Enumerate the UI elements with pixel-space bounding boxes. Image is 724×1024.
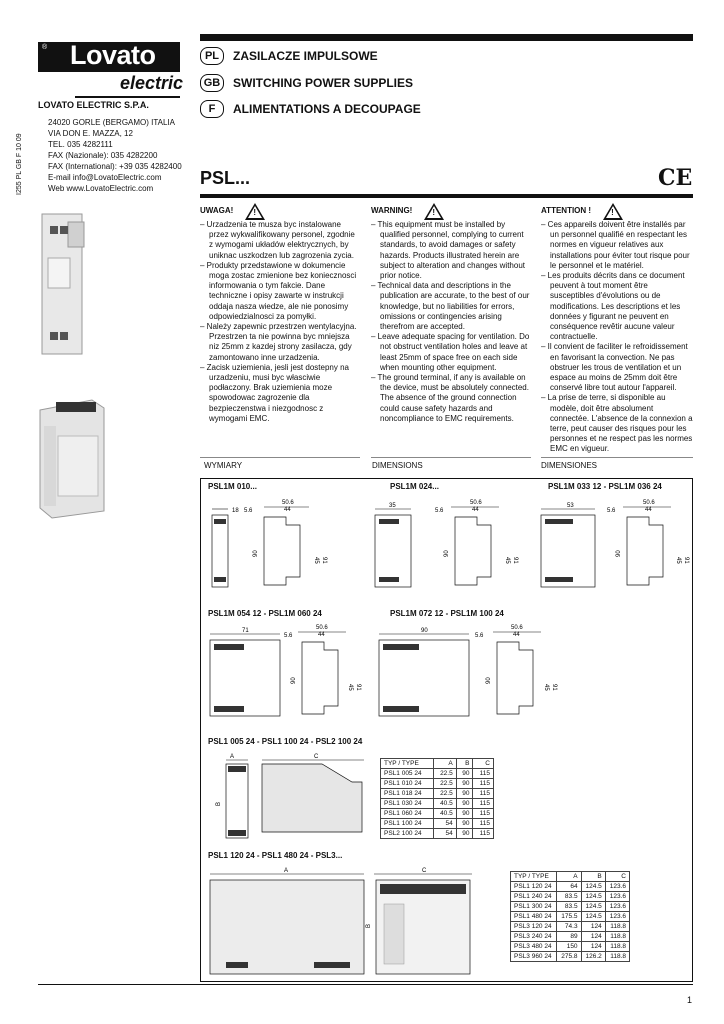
address-line: E-mail info@LovatoElectric.com [48, 173, 162, 182]
dim-text: 50.6 [316, 625, 328, 631]
table-header-row: TYP / TYPE A B C [511, 872, 630, 882]
warning-icon: ! [603, 203, 623, 220]
drawing-psl1-120 [204, 864, 504, 979]
address-line: FAX (Nazionale): 035 4282200 [48, 151, 158, 160]
dim-text: 5.6 [475, 633, 484, 639]
heading-title: ALIMENTATIONS A DECOUPAGE [233, 102, 421, 116]
dim-text: 90 [486, 677, 492, 684]
dim-text: 90 [291, 677, 297, 684]
drawing-psl1m-033 [537, 495, 693, 605]
dim-text: C [422, 868, 427, 874]
title-bar [200, 194, 693, 198]
drawing-psl1m-054 [204, 620, 364, 730]
table-row: PSL1 030 24 40.5 90 115 [381, 799, 494, 809]
drawing-psl1m-072 [371, 620, 561, 730]
dim-text: 90 [616, 550, 622, 557]
warning-item: – This equipment must be installed by qualified personnel, complying to current standards, to avoid damages or safety hazards. Products illustrated herein are subject to alteration and changes without prior notice. [371, 220, 525, 281]
dim-text: B [366, 923, 372, 928]
table-row: PSL1 005 24 22.5 90 115 [381, 769, 494, 779]
divider [371, 457, 531, 458]
dim-text: 5.6 [435, 508, 444, 514]
table-row: PSL1 480 24 175.5 124.5 123.6 [511, 912, 630, 922]
dim-text: 45 [347, 684, 353, 691]
top-bar [200, 34, 693, 41]
dim-text: 90 [253, 550, 259, 557]
table-row: PSL2 100 24 54 90 115 [381, 829, 494, 839]
table-row: PSL3 480 24 150 124 118.8 [511, 942, 630, 952]
warning-item: – The ground terminal, if any is available on the device, must be absolutely connected. The absence of the ground connection could cause safety hazards and noncompliance to EMC requirements. [371, 373, 529, 423]
warning-item: – Ces appareils doivent être installés par un personnel qualifié en respectant les normes en vigueur relatives aux installations pour éviter tout risque pour le personnel et le matériel. [541, 220, 690, 270]
table-row: PSL1 240 24 83.5 124.5 123.6 [511, 892, 630, 902]
warning-item: – Produkty przedstawione w dokumencie moga zostac zmienione bez koniecznosci informowania o tym fakcie. Dane techniczne i opisy zawarte w instrukcji oddaja nasza wiedze, ale nie ponosimy odpowiedzialnosci za pomyłki. [200, 260, 357, 321]
dimensions-table-1 [380, 758, 494, 839]
table-header-row: TYP / TYPE A B C [381, 759, 494, 769]
table-row: PSL3 240 24 89 124 118.8 [511, 932, 630, 942]
footer-divider [38, 984, 693, 985]
dim-text: 5.6 [244, 508, 253, 514]
warning-item: – Technical data and descriptions in the publication are accurate, to the best of our knowledge, but no liabilities for errors, omissions or contingencies arising therefrom are accepted. [371, 281, 530, 332]
product-photo-wide [36, 396, 106, 521]
drawing-psl1-005 [204, 750, 374, 845]
table-row: PSL1 300 24 83.5 124.5 123.6 [511, 902, 630, 912]
model-label: PSL1 120 24 - PSL1 480 24 - PSL3... [208, 851, 343, 860]
dim-text: 50.6 [643, 500, 655, 506]
dim-text: 50.6 [511, 625, 523, 631]
dim-text: 44 [472, 507, 479, 513]
heading-title: SWITCHING POWER SUPPLIES [233, 76, 414, 90]
company-address [48, 117, 182, 194]
dim-text: 18 [232, 508, 239, 514]
table-row: PSL1 120 24 64 124.5 123.6 [511, 882, 630, 892]
dim-text: 71 [242, 628, 249, 634]
dim-text: 91 [683, 557, 689, 564]
logo-registered-mark: ® [42, 44, 48, 51]
warning-item: – La prise de terre, si disponible au modèle, doit être absolument connectée. L'absence de la connexion a terre, peut causer des risques pour les personnes et ne respect pas les normes EMC en vigueur. [541, 393, 693, 454]
dimensions-label-pl: WYMIARY [204, 461, 243, 470]
warning-pl [200, 203, 360, 424]
table-row: PSL1 100 24 54 90 115 [381, 819, 494, 829]
dim-text: 44 [513, 632, 520, 638]
warning-item: – Il convient de faciliter le refroidissement en favorisant la convection. Ne pas obstruer les trous de ventilation et un espace au moins de 25mm doit être conservé libre tout autour l'appareil. [541, 342, 688, 393]
dim-text: 91 [355, 684, 361, 691]
ce-mark: CE [658, 165, 693, 191]
address-line: FAX (International): +39 035 4282400 [48, 162, 182, 171]
table-row: PSL1 060 24 40.5 90 115 [381, 809, 494, 819]
warning-item: – Leave adequate spacing for ventilation. Do not obstruct ventilation holes and leave at least 25mm of space free on each side when mounting other equipment. [371, 332, 530, 372]
dim-text: 50.6 [282, 500, 294, 506]
warning-icon: ! [245, 203, 265, 220]
warning-title: UWAGA! [200, 206, 234, 216]
dimensions-label-fr: DIMENSIONES [541, 461, 598, 470]
dim-text: C [314, 754, 319, 760]
dim-text: 45 [504, 557, 510, 564]
divider [200, 457, 360, 458]
dim-text: 44 [318, 632, 325, 638]
dim-text: 5.6 [607, 508, 616, 514]
address-line: VIA DON E. MAZZA, 12 [48, 129, 133, 138]
warning-item: – Les produits décrits dans ce document peuvent à tout moment être susceptibles d'évolutions ou de modifications. Les descriptions et les données y figurant ne peuvent en conséquence revêtir aucune valeur contractuelle. [541, 271, 685, 342]
dim-text: 45 [543, 684, 549, 691]
dim-text: 45 [675, 557, 681, 564]
lang-badge: PL [200, 47, 224, 65]
table-row: PSL1 010 24 22.5 90 115 [381, 779, 494, 789]
table-row: PSL3 120 24 74.3 124 118.8 [511, 922, 630, 932]
warning-title: WARNING! [371, 206, 413, 216]
dim-text: 91 [512, 557, 518, 564]
model-label: PSL1M 033 12 - PSL1M 036 24 [548, 482, 662, 491]
dim-text: B [216, 801, 222, 806]
warning-gb [371, 203, 531, 424]
heading-gb [200, 74, 413, 92]
warning-item: – Urzadzenia te musza byc instalowane przez wykwalifikowany personel, zgodnie z wymogami układów elektrycznych, by uniknac uszkodzen lub zagrozenia zycia. [200, 220, 355, 260]
dim-text: 90 [421, 628, 428, 634]
dim-text: 91 [551, 684, 557, 691]
company-name: LOVATO ELECTRIC S.P.A. [38, 100, 149, 110]
dim-text: 5.6 [284, 633, 293, 639]
warning-fr [541, 203, 693, 455]
dim-text: 35 [389, 503, 396, 509]
table-row: PSL3 960 24 275.8 126.2 118.8 [511, 952, 630, 962]
table-row: PSL1 018 24 22.5 90 115 [381, 789, 494, 799]
product-title: PSL... [200, 168, 251, 188]
logo-brand: Lovato [70, 40, 156, 70]
dim-text: 44 [284, 507, 291, 513]
drawing-psl1m-024 [371, 495, 531, 605]
dimensions-table-2 [510, 871, 630, 962]
page-number: 1 [687, 995, 693, 1005]
warning-item: – Zacisk uziemienia, jesli jest dostepny na urzadzeniu, musi byc własciwie podłaczony. Brak uziemienia moze spowodowac zagrozenie dla bezpieczenstwa i niezgodnosc z wymogami EMC. [200, 362, 349, 423]
model-label: PSL1M 072 12 - PSL1M 100 24 [390, 609, 504, 618]
divider [541, 457, 693, 458]
lang-badge: GB [200, 74, 224, 92]
address-line: Web www.LovatoElectric.com [48, 184, 154, 193]
dim-text: 91 [321, 557, 327, 564]
address-line: 24020 GORLE (BERGAMO) ITALIA [48, 118, 176, 127]
dim-text: 44 [645, 507, 652, 513]
warning-title: ATTENTION ! [541, 206, 592, 216]
dim-text: 53 [567, 503, 574, 509]
dim-text: 90 [444, 550, 450, 557]
heading-title: ZASILACZE IMPULSOWE [233, 49, 378, 63]
heading-pl [200, 47, 378, 65]
dim-text: A [230, 754, 235, 760]
logo-underline [75, 96, 180, 98]
dim-text: 45 [313, 557, 319, 564]
product-photo-narrow [38, 212, 98, 362]
model-label: PSL1M 054 12 - PSL1M 060 24 [208, 609, 322, 618]
dimensions-label-gb: DIMENSIONS [372, 461, 423, 470]
model-label: PSL1 005 24 - PSL1 100 24 - PSL2 100 24 [208, 737, 363, 746]
warning-icon: ! [424, 203, 444, 220]
lang-badge: F [200, 100, 224, 118]
dim-text: 50.6 [470, 500, 482, 506]
warning-item: – Należy zapewnic przestrzen wentylacyjna. Przestrzen ta nie powinna byc mniejsza niz 25mm z kazdej strony zasilacza, gdy zamontowano inne urzadzenia. [200, 322, 357, 362]
drawing-psl1m-010 [204, 495, 329, 605]
dim-text: A [284, 868, 289, 874]
heading-fr [200, 100, 421, 118]
model-label: PSL1M 024... [390, 482, 439, 491]
model-label: PSL1M 010... [208, 482, 257, 491]
address-line: TEL. 035 4282111 [48, 140, 113, 149]
logo-subtitle: electric [120, 73, 184, 93]
document-code: I255 PL GB F 10 09 [16, 133, 23, 195]
